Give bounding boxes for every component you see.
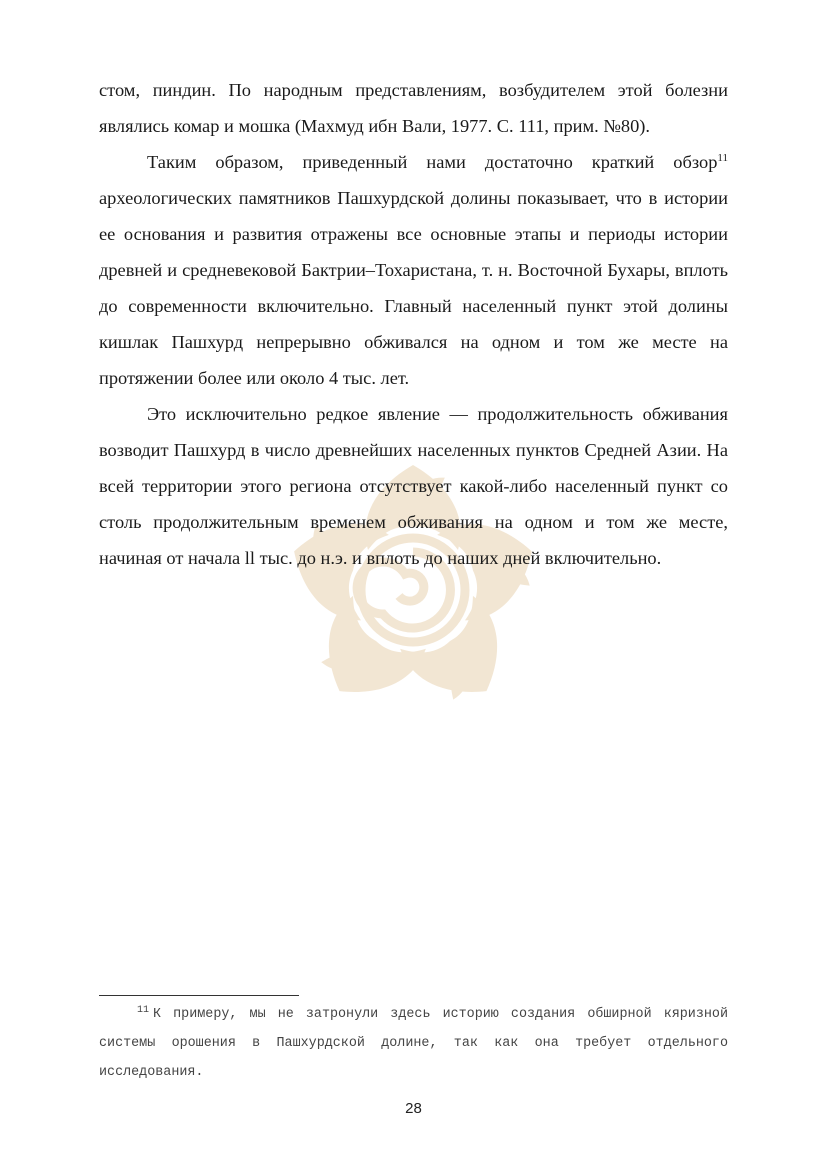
footnote-reference[interactable]: 11 <box>717 151 728 164</box>
page-number: 28 <box>405 1100 422 1117</box>
footnote-mark: 11 <box>137 1004 150 1016</box>
paragraph-2-start: Таким образом, приведенный нами достаточно краткий обзор <box>147 152 718 172</box>
paragraph-2-end: археологических памятников Пашхурдской долины показывает, что в истории ее основания и развития отражены все основные этапы и периоды истории древней и средневековой Бактрии–Тохаристана, т. н. Восточной Бухары, вплоть до современности включительно. Главный населенный пункт этой долины кишлак Пашхурд непрерывно обживался на одном и том же месте на протяжении более или около 4 тыс. лет. <box>99 188 728 388</box>
footnote-divider <box>99 995 299 996</box>
paragraph-1: стом, пиндин. По народным представлениям, возбудителем этой болезни являлись комар и мошка (Махмуд ибн Вали, 1977. С. 111, прим. №80). <box>99 80 728 136</box>
paragraph-3: Это исключительно редкое явление — продолжительность обживания возводит Пашхурд в число древнейших населенных пунктов Средней Азии. На всей территории этого региона отсутствует какой-либо населенный пункт со столь продолжительным временем обживания на одном и том же месте, начиная от начала ll тыс. до н.э. и вплоть до наших дней включительно. <box>99 404 728 568</box>
footnote <box>99 1000 728 1087</box>
main-text <box>99 72 728 576</box>
footnote-text: К примеру, мы не затронули здесь историю создания обширной кяризной системы орошения в Пашхурдской долине, так как она требует отдельного исследования. <box>99 1007 728 1080</box>
paragraph-2 <box>99 144 728 396</box>
